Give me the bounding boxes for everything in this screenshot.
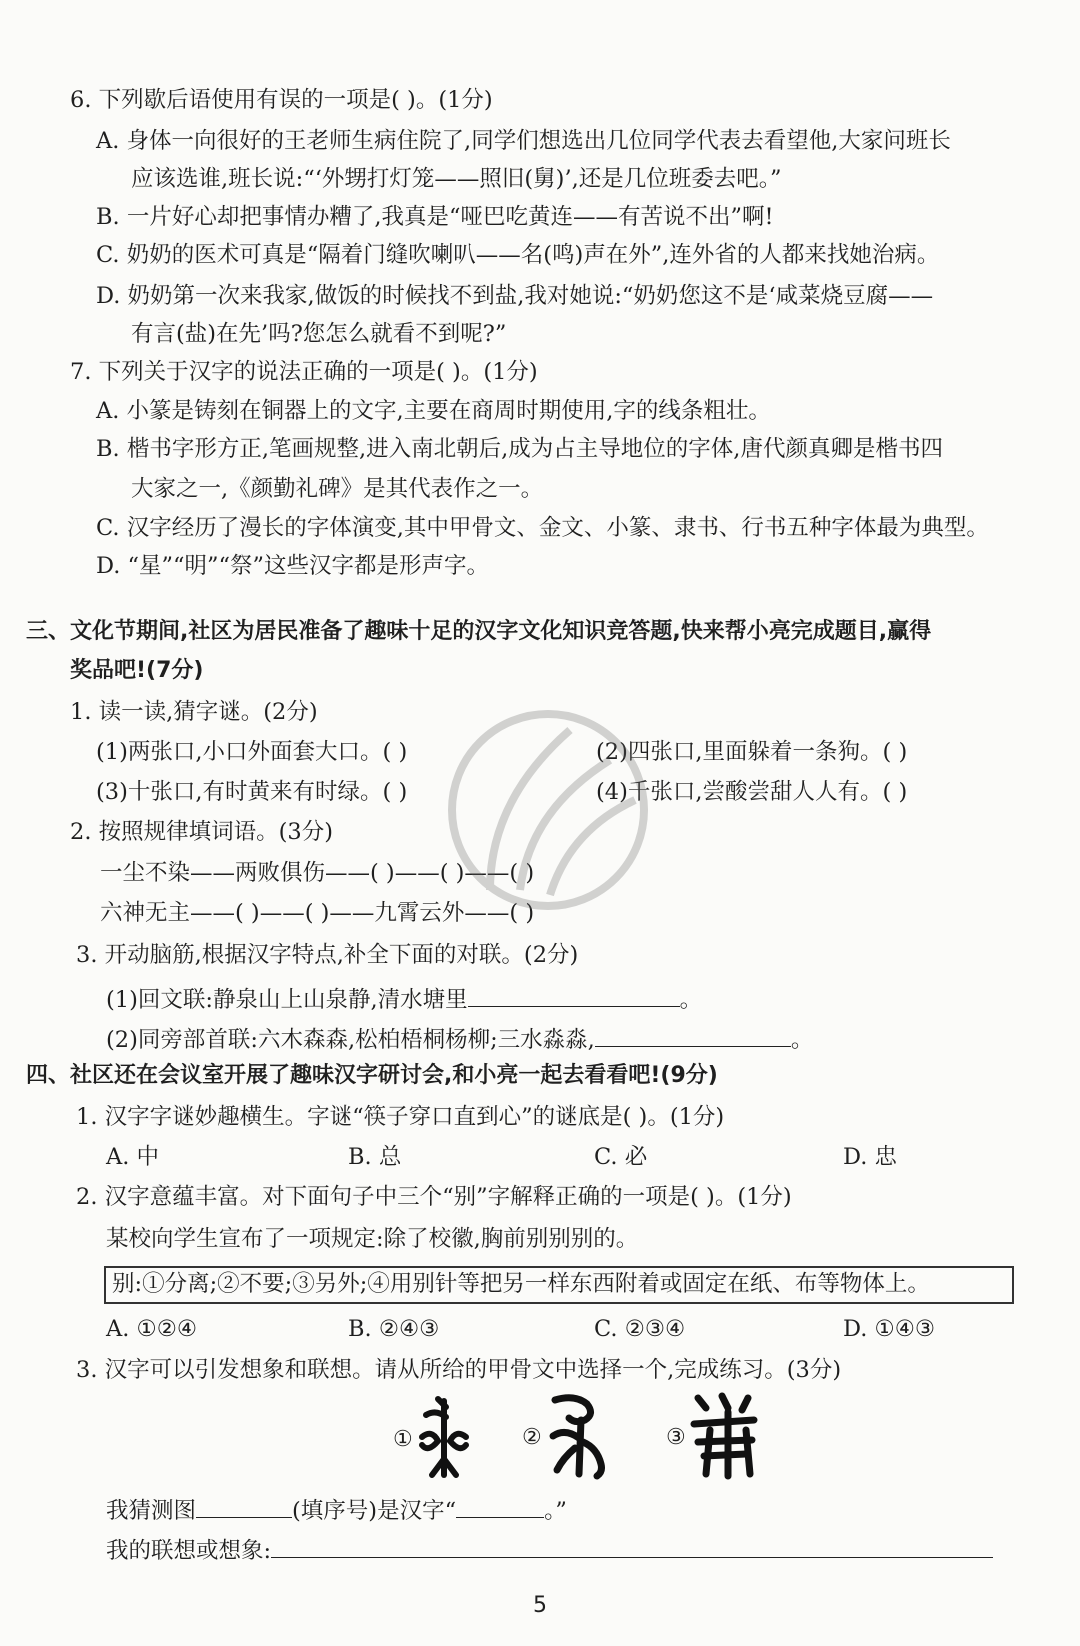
s4-q2-option-a: A. ①②④	[106, 1316, 198, 1342]
q6-stem: 6. 下列歇后语使用有误的一项是( )。(1分)	[70, 87, 493, 113]
couplet-2-blank[interactable]	[595, 1024, 791, 1047]
idiom-row-1: 一尘不染——两败俱伤——( )——( )——( )	[100, 860, 535, 886]
association-blank[interactable]	[271, 1535, 993, 1558]
couplet-1-period: 。	[679, 987, 703, 1013]
guess-prefix: 我猜测图	[106, 1498, 197, 1524]
s4-q1-option-b: B. 总	[348, 1144, 402, 1170]
section-4-title: 四、社区还在会议室开展了趣味汉字研讨会,和小亮一起去看看吧!(9分)	[26, 1063, 718, 1088]
q7-option-c: C. 汉字经历了漫长的字体演变,其中甲骨文、金文、小篆、隶书、行书五种字体最为典型。	[96, 515, 989, 541]
oracle-glyph-1-image[interactable]	[412, 1395, 476, 1481]
q7-stem: 7. 下列关于汉字的说法正确的一项是( )。(1分)	[70, 359, 538, 385]
q6-option-a: A. 身体一向很好的王老师生病住院了,同学们想选出几位同学代表去看望他,大家问班长	[96, 128, 951, 154]
couplet-1	[106, 984, 702, 1015]
q7-option-d: D. “星”“明”“祭”这些汉字都是形声字。	[96, 553, 490, 579]
s3-q2-stem: 2. 按照规律填词语。(3分)	[70, 819, 333, 845]
q6-option-d-cont: 有言(盐)在先’吗?您怎么就看不到呢?”	[131, 321, 507, 347]
riddle-4: (4)千张口,尝酸尝甜人人有。( )	[596, 779, 908, 805]
section-3-title-cont: 奖品吧!(7分)	[70, 658, 204, 683]
q6-option-a-cont: 应该选谁,班长说:“‘外甥打灯笼——照旧(舅)’,还是几位班委去吧。”	[131, 166, 782, 192]
q7-option-b-cont: 大家之一,《颜勤礼碑》是其代表作之一。	[131, 476, 544, 502]
s4-q2-option-c: C. ②③④	[594, 1316, 686, 1342]
couplet-2-period: 。	[790, 1027, 814, 1053]
oracle-label-2: ②	[522, 1425, 542, 1450]
couplet-2-text: (2)同旁部首联:六木森森,松柏梧桐杨柳;三水淼淼,	[106, 1027, 595, 1053]
q7-option-a: A. 小篆是铸刻在铜器上的文字,主要在商周时期使用,字的线条粗壮。	[96, 398, 771, 424]
definition-text: 别:①分离;②不要;③另外;④用别针等把另一样东西附着或固定在纸、布等物体上。	[112, 1271, 930, 1297]
page-number: 5	[533, 1593, 547, 1618]
couplet-1-blank[interactable]	[468, 984, 680, 1007]
couplet-2	[106, 1024, 813, 1055]
association-label: 我的联想或想象:	[106, 1538, 272, 1564]
s4-q2-option-b: B. ②④③	[348, 1316, 440, 1342]
watermark-seal-icon	[430, 690, 670, 940]
s3-q1-stem: 1. 读一读,猜字谜。(2分)	[70, 699, 318, 725]
oracle-label-1: ①	[393, 1427, 413, 1452]
section-3-title: 三、文化节期间,社区为居民准备了趣味十足的汉字文化知识竞答题,快来帮小亮完成题目,赢得	[26, 619, 932, 644]
s4-q3-stem: 3. 汉字可以引发想象和联想。请从所给的甲骨文中选择一个,完成练习。(3分)	[76, 1357, 842, 1383]
s4-q1-option-c: C. 必	[594, 1144, 648, 1170]
oracle-glyph-3-image[interactable]	[688, 1390, 760, 1482]
riddle-1: (1)两张口,小口外面套大口。( )	[96, 739, 408, 765]
s4-q1-option-a: A. 中	[106, 1144, 160, 1170]
s4-q2-sentence: 某校向学生宣布了一项规定:除了校徽,胸前别别别的。	[106, 1226, 639, 1252]
couplet-1-text: (1)回文联:静泉山上山泉静,清水塘里	[106, 987, 468, 1013]
riddle-2: (2)四张口,里面躲着一条狗。( )	[596, 739, 908, 765]
riddle-3: (3)十张口,有时黄来有时绿。( )	[96, 779, 408, 805]
guess-suffix: 。”	[544, 1498, 567, 1524]
q6-option-d: D. 奶奶第一次来我家,做饭的时候找不到盐,我对她说:“奶奶您这不是‘咸菜烧豆腐——	[96, 283, 934, 309]
oracle-label-3: ③	[666, 1425, 686, 1450]
s3-q3-stem: 3. 开动脑筋,根据汉字特点,补全下面的对联。(2分)	[76, 942, 579, 968]
guess-line	[106, 1495, 567, 1526]
s4-q2-stem: 2. 汉字意蕴丰富。对下面句子中三个“别”字解释正确的一项是( )。(1分)	[76, 1184, 792, 1210]
q7-option-b: B. 楷书字形方正,笔画规整,进入南北朝后,成为占主导地位的字体,唐代颜真卿是楷书四	[96, 436, 943, 462]
guess-character-blank[interactable]	[456, 1495, 544, 1518]
q6-option-b: B. 一片好心却把事情办糟了,我真是“哑巴吃黄连——有苦说不出”啊!	[96, 204, 774, 230]
oracle-glyph-2-image[interactable]	[545, 1390, 615, 1480]
guess-number-blank[interactable]	[196, 1495, 292, 1518]
s4-q1-stem: 1. 汉字字谜妙趣横生。字谜“筷子穿口直到心”的谜底是( )。(1分)	[76, 1104, 725, 1130]
definition-box	[104, 1266, 1014, 1304]
association-line	[106, 1535, 993, 1566]
q6-option-c: C. 奶奶的医术可真是“隔着门缝吹喇叭——名(鸣)声在外”,连外省的人都来找她治病。	[96, 242, 940, 268]
guess-mid: (填序号)是汉字“	[292, 1498, 457, 1524]
s4-q1-option-d: D. 忠	[843, 1144, 898, 1170]
s4-q2-option-d: D. ①④③	[843, 1316, 936, 1342]
idiom-row-2: 六神无主——( )——( )——九霄云外——( )	[100, 900, 535, 926]
